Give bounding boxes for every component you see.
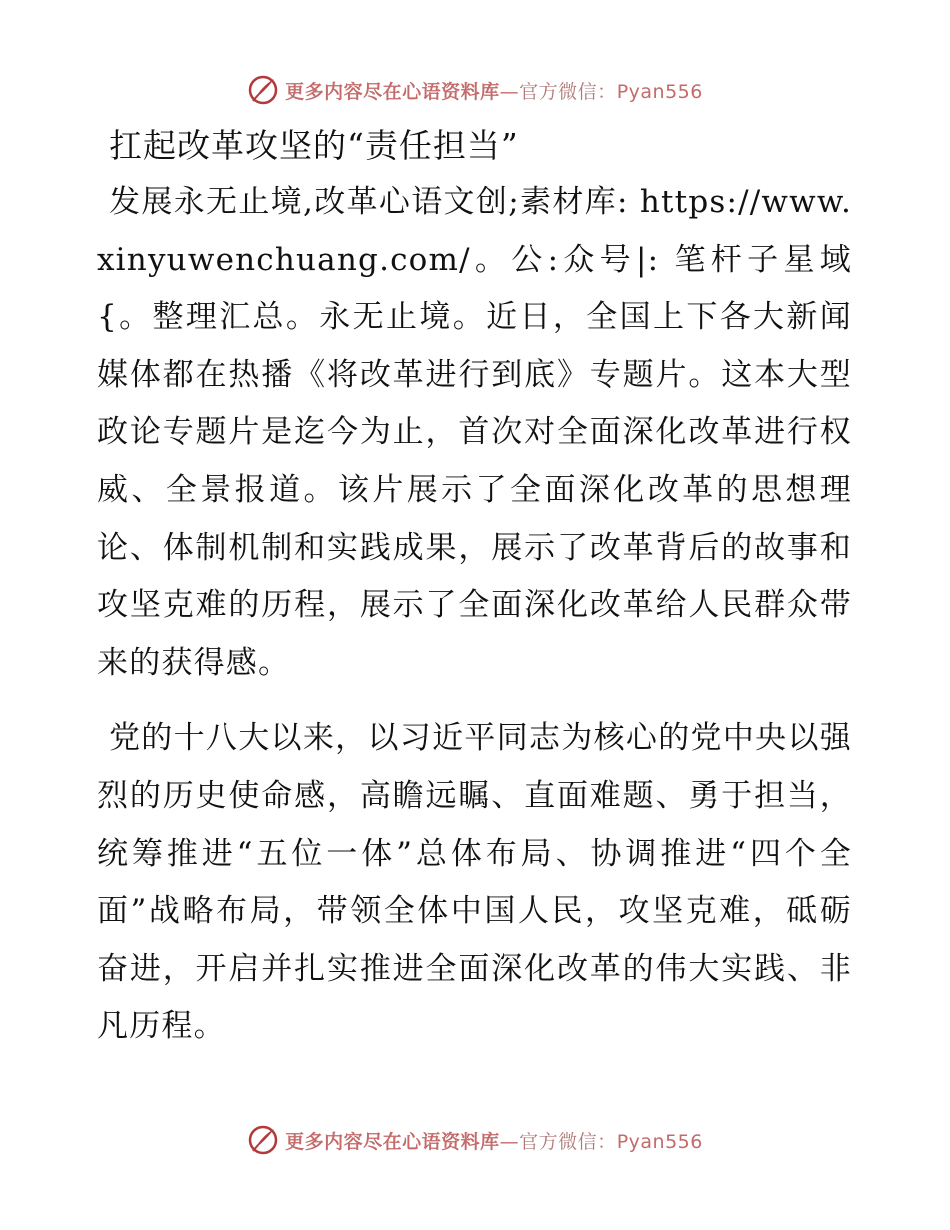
- footer-banner-label: 官方微信：: [519, 1130, 617, 1153]
- footer-banner-id: Pyan556: [616, 1130, 703, 1153]
- header-banner-text: [285, 77, 703, 104]
- footer-banner-main: 更多内容尽在心语资料库: [285, 1130, 500, 1153]
- header-banner-main: 更多内容尽在心语资料库: [285, 80, 500, 103]
- document-body: [97, 120, 852, 1074]
- header-banner-id: Pyan556: [616, 80, 703, 103]
- header-banner-separator: —: [499, 80, 520, 103]
- footer-banner-text: [285, 1127, 703, 1154]
- paragraph-2: 党的十八大以来，以习近平同志为核心的党中央以强烈的历史使命感，高瞻远瞩、直面难题、勇于担当，统筹推进“五位一体”总体布局、协调推进“四个全面”战略布局，带领全体中国人民，攻坚克难，砥砺奋进，开启并扎实推进全面深化改革的伟大实践、非凡历程。: [97, 720, 852, 1045]
- header-banner-label: 官方微信：: [519, 80, 617, 103]
- footer-banner-separator: —: [499, 1130, 520, 1153]
- quill-pen-icon: [247, 1124, 279, 1156]
- quill-pen-icon: [247, 74, 279, 106]
- paragraph-1: 发展永无止境,改革心语文创;素材库: https://www.xinyuwenchuang.com/。公:众号|: 笔杆子星域{。整理汇总。永无止境。近日，全国上下各大新闻媒体都在热播《将改革进行到底》专题片。这本大型政论专题片是迄今为止，首次对全面深化改革进行权威、全景报道。该片展示了全面深化改革的思想理论、体制机制和实践成果，展示了改革背后的故事和攻坚克难的历程，展示了全面深化改革给人民群众带来的获得感。: [97, 184, 852, 681]
- document-title: 扛起改革攻坚的“责任担当”: [109, 126, 519, 165]
- footer-banner: [0, 1120, 950, 1160]
- header-banner: [0, 70, 950, 110]
